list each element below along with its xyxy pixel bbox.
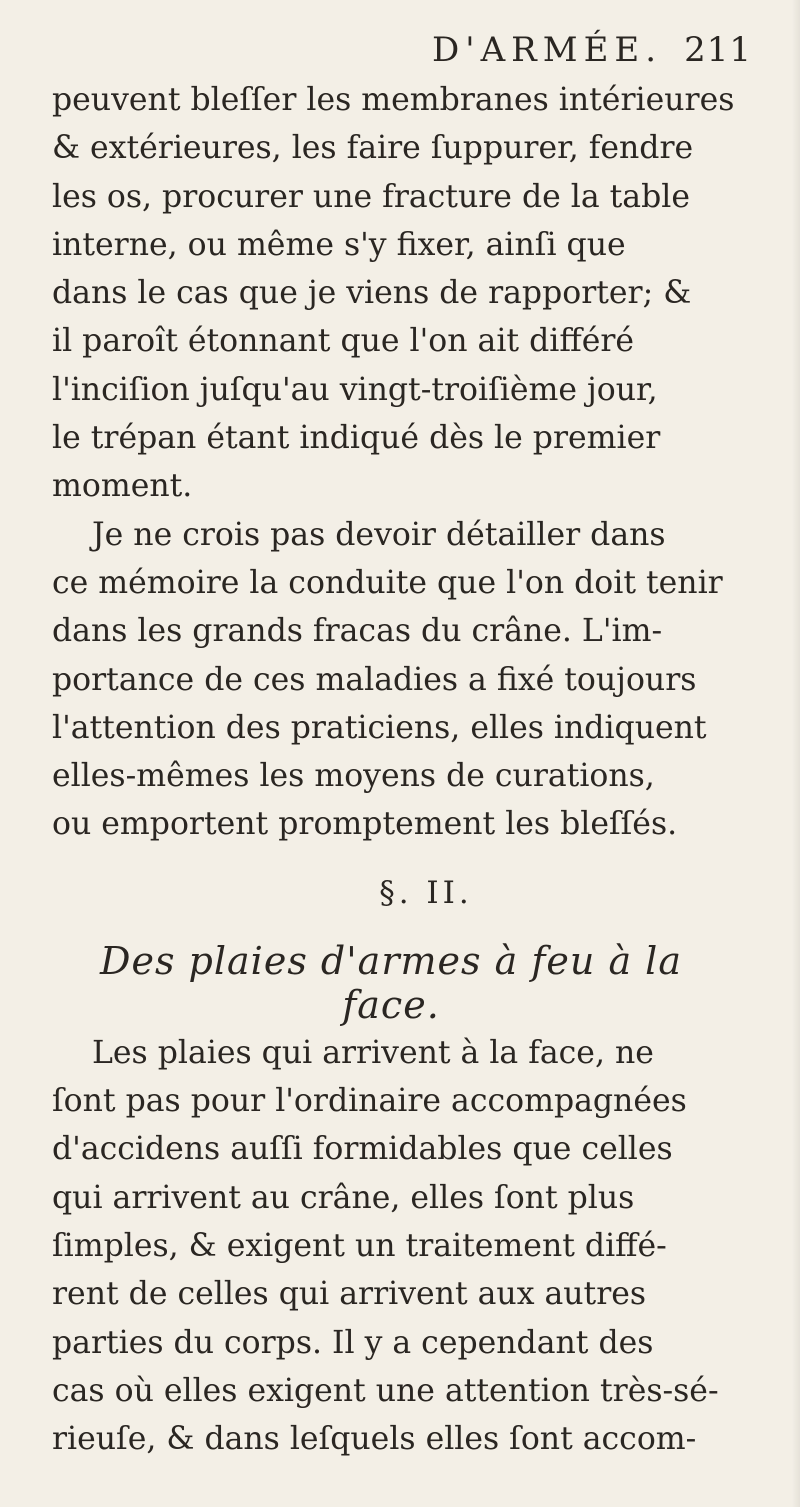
text-line: rent de celles qui arrivent aux autres (52, 1276, 647, 1313)
paragraph-1 (52, 76, 760, 511)
text-line: cas où elles exigent une attention très-sé- (52, 1372, 719, 1409)
text-line: les os, procurer une fracture de la table (52, 178, 690, 215)
paragraph-3 (52, 1029, 760, 1464)
text-line: le trépan étant indiqué dès le premier (52, 420, 661, 457)
page-number: 211 (684, 30, 752, 70)
section-title: Des plaies d'armes à feu à la face. (100, 938, 682, 1027)
text-line: dans les grands fracas du crâne. L'im- (52, 613, 663, 650)
text-line: & extérieures, les faire ſuppurer, fendre (52, 130, 694, 167)
text-line: ce mémoire la conduite que l'on doit tenir (52, 564, 723, 601)
text-line: rieuſe, & dans leſquels elles ſont accom- (52, 1421, 697, 1458)
text-line: Je ne crois pas devoir détailler dans (92, 516, 666, 553)
running-head-title: D'ARMÉE. (432, 30, 663, 70)
text-line: d'accidens auſſi formidables que celles (52, 1131, 673, 1168)
text-line: ſont pas pour l'ordinaire accompagnées (52, 1083, 687, 1120)
text-line: qui arrivent au crâne, elles ſont plus (52, 1179, 635, 1216)
text-line: dans le cas que je viens de rapporter; & (52, 275, 692, 312)
text-line: portance de ces maladies a fixé toujours (52, 661, 697, 698)
text-line: Les plaies qui arrivent à la face, ne (92, 1034, 654, 1071)
text-line: interne, ou même s'y fixer, ainſi que (52, 226, 626, 263)
text-line: l'attention des praticiens, elles indiquent (52, 709, 707, 746)
text-line: elles-mêmes les moyens de curations, (52, 758, 655, 795)
page-edge-shadow (792, 0, 800, 1507)
running-head (52, 30, 760, 74)
text-line: il paroît étonnant que l'on ait différé (52, 323, 635, 360)
text-line: ſimples, & exigent un traitement diffé- (52, 1227, 667, 1264)
text-line: ou emportent promptement les bleſſés. (52, 806, 678, 843)
text-line: parties du corps. Il y a cependant des (52, 1324, 654, 1361)
paragraph-2 (52, 511, 760, 849)
text-line: l'inciſion juſqu'au vingt-troiſième jour, (52, 371, 658, 408)
text-line: moment. (52, 468, 193, 505)
section-number: §. II. (379, 874, 473, 911)
text-line: peuvent bleſſer les membranes intérieures (52, 82, 735, 118)
